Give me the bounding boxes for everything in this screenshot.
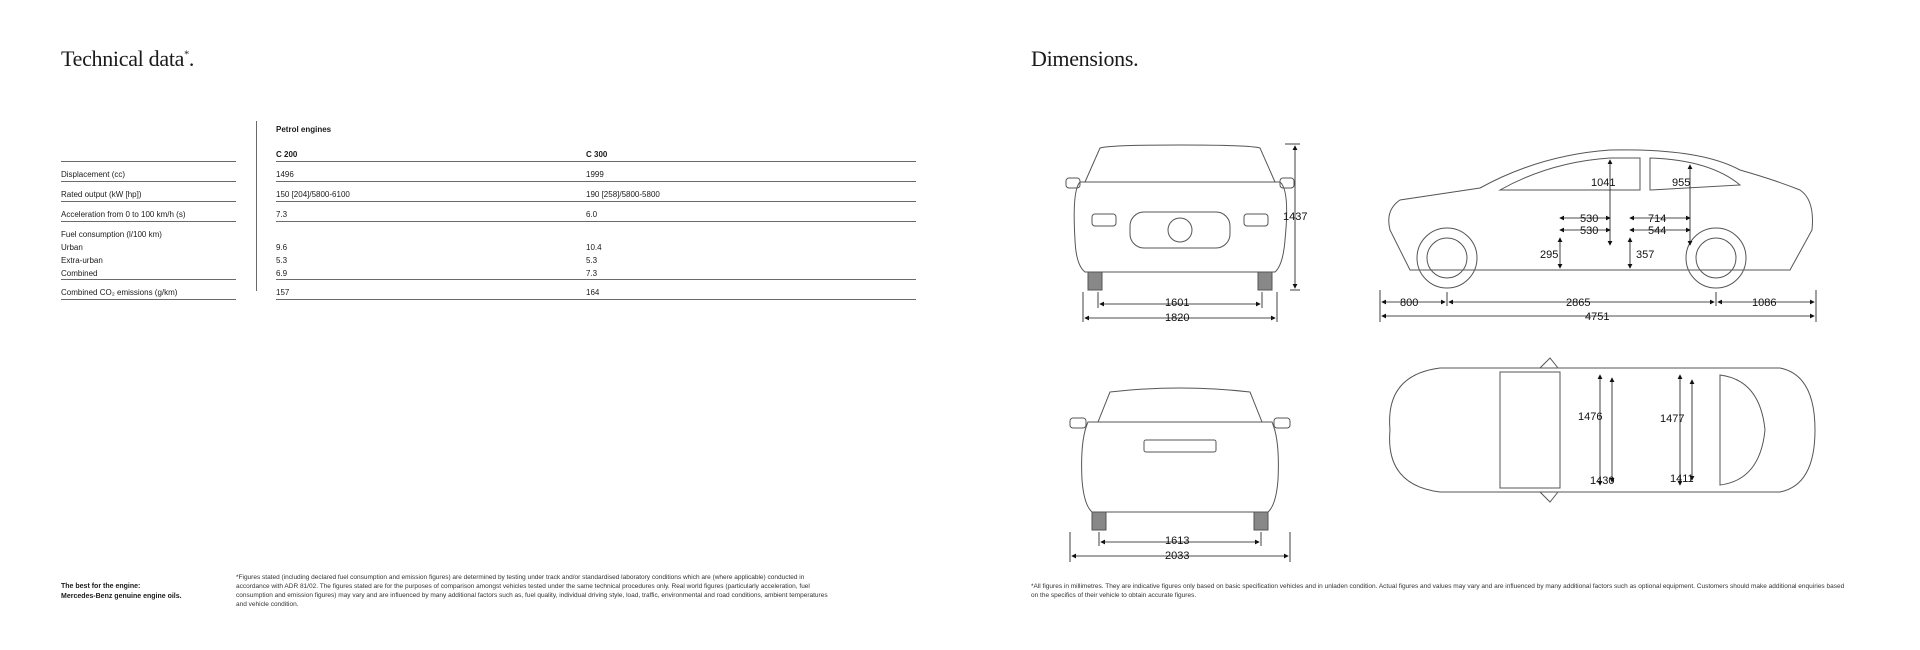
column-header: C 300	[586, 145, 916, 162]
dim-rear-track: 1613	[1165, 535, 1190, 547]
dim-wheelbase: 2865	[1566, 297, 1591, 309]
table-row: Urban 9.6 10.4	[61, 243, 602, 252]
dim-seat-height-1: 295	[1540, 249, 1559, 261]
table-row: Combined CO₂ emissions (g/km) 157 164	[61, 280, 916, 300]
table-row: Fuel consumption (l/100 km)	[61, 230, 162, 239]
dim-front-overhang: 800	[1400, 297, 1419, 309]
dim-seat-height-2: 357	[1636, 249, 1655, 261]
dim-height: 1437	[1283, 211, 1308, 223]
dim-front-track: 1601	[1165, 297, 1190, 309]
dim-width-mirrors: 2033	[1165, 550, 1190, 562]
engine-oil-note: The best for the engine: Mercedes-Benz genuine engine oils.	[61, 583, 182, 600]
table-row: Rated output (kW [hp]) 150 [204]/5800-6100 190 [258]/5800-5800	[61, 182, 916, 202]
footnote-mark: *	[184, 49, 189, 61]
front-view-car	[1066, 145, 1294, 290]
section-heading: Petrol engines	[276, 125, 332, 134]
dim-front-width: 1820	[1165, 312, 1190, 324]
column-header: C 200	[276, 145, 586, 162]
dim-legroom-1: 530	[1580, 213, 1599, 225]
footnote: *All figures in millimetres. They are indicative figures only based on basic specification vehicles and in unladen condition. Actual figures and values may vary and are influenced by many additional factors such as optional equipment. Customers should make additional enquiries based on the specifics of their vehicle to obtain accurate figures.	[1031, 583, 1845, 599]
dim-rear-headroom: 955	[1672, 177, 1691, 189]
rear-view-car	[1070, 388, 1290, 530]
table-row: Displacement (cc) 1496 1999	[61, 162, 916, 182]
page-title: Dimensions.	[1031, 46, 1139, 71]
dim-rear-overhang: 1086	[1752, 297, 1777, 309]
table-row: Extra-urban 5.3 5.3	[61, 256, 598, 265]
dim-front-headroom: 1041	[1591, 177, 1616, 189]
dim-shoulder-rear: 1477	[1660, 413, 1685, 425]
side-view-car	[1389, 150, 1813, 288]
dim-elbow-rear: 1411	[1670, 473, 1694, 485]
dim-legroom-3: 714	[1648, 213, 1667, 225]
top-dimension-lines	[1600, 375, 1692, 485]
dim-shoulder-front: 1476	[1578, 411, 1603, 423]
page-title: Technical data*.	[61, 46, 195, 71]
table-row: Acceleration from 0 to 100 km/h (s) 7.3 6.0	[61, 202, 916, 222]
footnote: *Figures stated (including declared fuel consumption and emission figures) are determined by testing under track and/or standardised laboratory conditions which are (where applicable) conducted in accordance with ADR 81/02. The figures stated are for the purposes of comparison amongst vehicles tested under the same technical procedures only. Real world figures (particularly acceleration, fuel consumption and emission figures) may vary and are influenced by many additional factors such as, fuel quality, individual driving style, load, traffic, environmental and road conditions, ambient temperatures and vehicle condition.	[236, 574, 828, 608]
dim-elbow-front: 1430	[1590, 475, 1615, 487]
table-row: Combined 6.9 7.3	[61, 266, 916, 280]
dim-legroom-4: 544	[1648, 225, 1667, 237]
dim-length: 4751	[1585, 311, 1610, 323]
dim-legroom-2: 530	[1580, 225, 1599, 237]
